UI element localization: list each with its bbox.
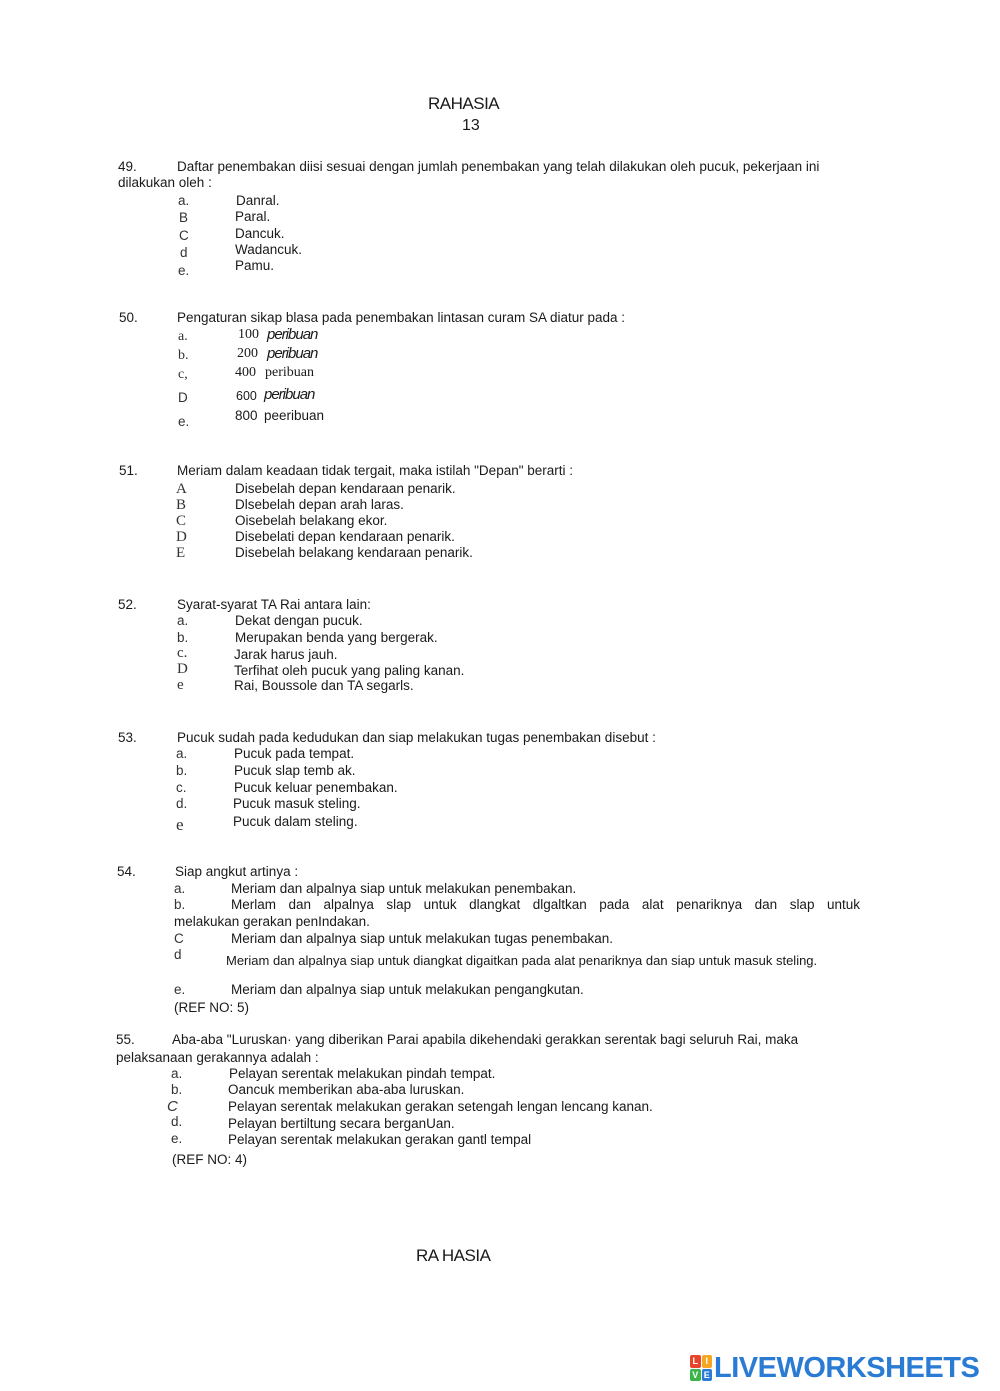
option-text: Disebelah belakang kendaraan penarik. [235,545,473,560]
option-letter: C [176,513,187,529]
option-text: Dancuk. [235,226,285,241]
option-letter: C [179,228,189,243]
option-text: Pucuk keluar penembakan. [234,780,398,795]
option-text: Pucuk slap temb ak. [234,763,356,778]
option-text: Meriam dan alpalnya siap untuk melakukan pengangkutan. [231,982,584,997]
option-letter: d [180,245,188,260]
question-text-cont: pelaksanaan gerakannya adalah : [116,1050,319,1065]
option-number: 100 [238,327,259,342]
option-text: peribuan [264,386,315,403]
option-letter: a. [171,1066,183,1081]
question-number: 51. [119,463,138,478]
option-letter: C [167,1098,178,1115]
option-text: Dlsebelah depan arah laras. [235,497,404,512]
option-text: Paral. [235,209,271,224]
page-number: 13 [462,117,480,134]
option-letter: d. [176,796,188,811]
option-number: 800 [235,408,258,423]
option-number: 200 [237,346,258,361]
option-text: Merupakan benda yang bergerak. [235,630,438,645]
option-text: Meriam dan alpalnya siap untuk diangkat digaitkan pada alat penariknya dan siap untuk masuk steling. [226,953,818,968]
option-letter: D [178,390,188,405]
option-text: peeribuan [264,408,325,423]
option-text-cont: melakukan gerakan penIndakan. [174,914,370,929]
option-letter: A [176,481,187,497]
question-text-cont: dilakukan oleh : [118,175,212,190]
logo-letter: V [690,1369,701,1382]
option-letter: b. [171,1082,183,1097]
option-text: Pucuk pada tempat. [234,746,355,761]
question-text: Aba-aba "Luruskan· yang diberikan Parai apabila dikehendaki gerakkan serentak bagi seluruh Rai, maka [172,1032,799,1047]
option-letter: c. [176,780,187,795]
question-number: 50. [119,310,138,325]
option-letter: B [176,497,187,513]
logo-badge-icon [690,1355,712,1381]
page-footer-title: RA HASIA [416,1246,491,1265]
option-letter: C [174,931,184,946]
option-text: Disebelah depan kendaraan penarik. [235,481,456,496]
question-text: Meriam dalam keadaan tidak tergait, maka istilah "Depan" berarti : [177,463,574,478]
option-text: Pamu. [235,258,275,273]
option-letter: a. [178,193,190,208]
question-number: 49. [118,159,137,174]
question-text: Pengaturan sikap blasa pada penembakan lintasan curam SA diatur pada : [177,310,626,325]
option-letter: E [176,545,186,561]
option-letter: e. [174,982,186,997]
option-text: Meriam dan alpalnya siap untuk melakukan penembakan. [231,881,577,896]
option-letter: c. [177,645,188,661]
logo-letter: I [702,1355,713,1368]
question-text: Siap angkut artinya : [175,864,299,879]
option-text: peribuan [267,326,318,343]
option-text: Rai, Boussole dan TA segarls. [234,678,414,693]
option-letter: D [177,661,188,677]
option-text: Pelayan serentak melakukan gerakan gantl tempal [228,1132,532,1147]
option-text: peribuan [265,365,314,380]
option-text: peribuan [267,345,318,362]
option-text: Pucuk dalam steling. [233,814,358,829]
option-letter: b. [178,348,189,363]
option-letter: D [176,529,187,545]
option-letter: B [179,210,189,225]
option-text: Merlam dan alpalnya slap untuk dlangkat dlgaltkan pada alat penariknya dan slap untuk [231,897,860,912]
option-text: Oisebelah belakang ekor. [235,513,388,528]
question-text: Daftar penembakan diisi sesuai dengan jumlah penembakan yang telah dilakukan oleh pucuk, pekerjaan ini [177,159,820,174]
logo-letter: E [702,1369,713,1382]
option-text: Jarak harus jauh. [234,647,338,662]
option-letter: d. [171,1114,183,1129]
option-letter: a. [177,613,189,628]
option-letter: b. [177,630,189,645]
logo-text: LIVEWORKSHEETS [714,1351,980,1384]
liveworksheets-logo [690,1353,979,1383]
option-letter: e [177,677,184,693]
option-letter: e. [171,1131,183,1146]
option-text: Terfihat oleh pucuk yang paling kanan. [234,663,465,678]
option-letter: e [176,815,184,834]
option-text: Wadancuk. [235,242,303,257]
option-letter: e. [178,414,190,429]
option-letter: d [174,947,182,962]
option-text: Meriam dan alpalnya siap untuk melakukan tugas penembakan. [231,931,613,946]
option-text: Disebelati depan kendaraan penarik. [235,529,455,544]
option-letter: a. [178,329,188,344]
option-text: Pelayan bertiltung secara berganUan. [228,1116,455,1131]
option-text: Pelayan serentak melakukan gerakan setengah lengan lencang kanan. [228,1099,653,1114]
option-number: 600 [236,389,257,403]
option-letter: b. [174,897,186,912]
option-letter: e. [178,263,190,278]
option-text: Pelayan serentak melakukan pindah tempat. [229,1066,496,1081]
option-letter: b. [176,763,188,778]
option-text: Oancuk memberikan aba-aba luruskan. [228,1082,465,1097]
option-text: Danral. [236,193,280,208]
option-text: Dekat dengan pucuk. [235,613,363,628]
page-header-title: RAHASIA [428,94,500,113]
question-number: 55. [116,1032,135,1047]
option-number: 400 [235,365,256,380]
question-number: 52. [118,597,137,612]
question-number: 54. [117,864,136,879]
option-letter: a. [176,746,188,761]
logo-letter: L [690,1355,701,1368]
option-letter: c, [178,367,188,382]
question-text: Syarat-syarat TA Rai antara lain: [177,597,371,612]
question-number: 53. [118,730,137,745]
question-text: Pucuk sudah pada kedudukan dan siap melakukan tugas penembakan disebut : [177,730,656,745]
reference-note: (REF NO: 5) [174,1000,250,1015]
option-letter: a. [174,881,186,896]
reference-note: (REF NO: 4) [172,1152,248,1167]
option-text: Pucuk masuk steling. [233,796,361,811]
